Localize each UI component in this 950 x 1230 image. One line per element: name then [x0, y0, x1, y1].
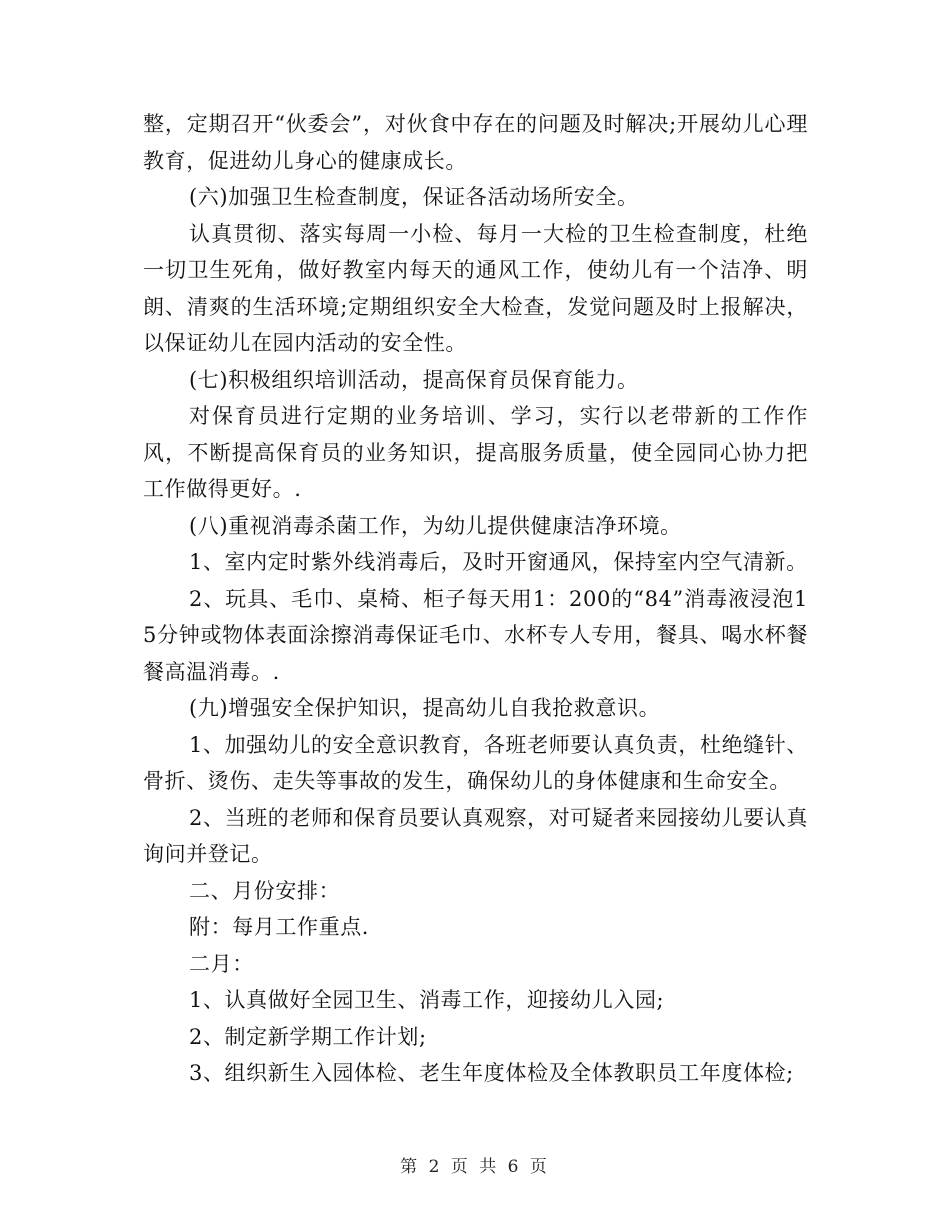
section-heading-9: (九)增强安全保护知识，提高幼儿自我抢救意识。: [189, 696, 661, 720]
list-item-february-3: 3、组织新生入园体检、老生年度体检及全体教职员工年度体检;: [189, 1061, 794, 1085]
paragraph-training: 对保育员进行定期的业务培训、学习，实行以老带新的工作作风，不断提高保育员的业务知识，提高服务质量，使全园同心协力把工作做得更好。.: [143, 404, 808, 501]
list-item-february-1: 1、认真做好全园卫生、消毒工作，迎接幼儿入园;: [189, 988, 665, 1012]
appendix-note: 附：每月工作重点.: [189, 915, 370, 939]
list-item-disinfection-2: 2、玩具、毛巾、桌椅、柜子每天用1：200的“84”消毒液浸泡15分钟或物体表面涂擦消毒保证毛巾、水杯专人专用，餐具、喝水杯餐餐高温消毒。.: [143, 586, 808, 684]
page-number-footer: 第 2 页 共 6 页: [400, 1157, 550, 1177]
section-heading-7: (七)积极组织培训活动，提高保育员保育能力。: [189, 367, 639, 392]
list-item-february-2: 2、制定新学期工作计划;: [189, 1024, 427, 1049]
section-heading-monthly: 二、月份安排：: [189, 878, 341, 903]
paragraph-1: 整，定期召开“伙委会”，对伙食中存在的问题及时解决;开展幼儿心理教育，促进幼儿身心的健康成长。: [143, 112, 808, 173]
section-heading-6: (六)加强卫生检查制度，保证各活动场所安全。: [189, 185, 639, 209]
document-body: [143, 106, 808, 1092]
section-heading-8: (八)重视消毒杀菌工作，为幼儿提供健康洁净环境。: [189, 513, 682, 538]
month-heading-february: 二月：: [189, 951, 254, 976]
list-item-disinfection-1: 1、室内定时紫外线消毒后，及时开窗通风，保持室内空气清新。: [189, 550, 808, 574]
paragraph-hygiene: 认真贯彻、落实每周一小检、每月一大检的卫生检查制度，杜绝一切卫生死角，做好教室内每天的通风工作，使幼儿有一个洁净、明朗、清爽的生活环境;定期组织安全大检查，发觉问题及时上报解决，以保证幼儿在园内活动的安全性。: [143, 221, 808, 355]
list-item-safety-2: 2、当班的老师和保育员要认真观察，对可疑者来园接幼儿要认真询问并登记。: [143, 805, 808, 866]
list-item-safety-1: 1、加强幼儿的安全意识教育，各班老师要认真负责，杜绝缝针、骨折、烫伤、走失等事故的发生，确保幼儿的身体健康和生命安全。: [143, 732, 808, 793]
